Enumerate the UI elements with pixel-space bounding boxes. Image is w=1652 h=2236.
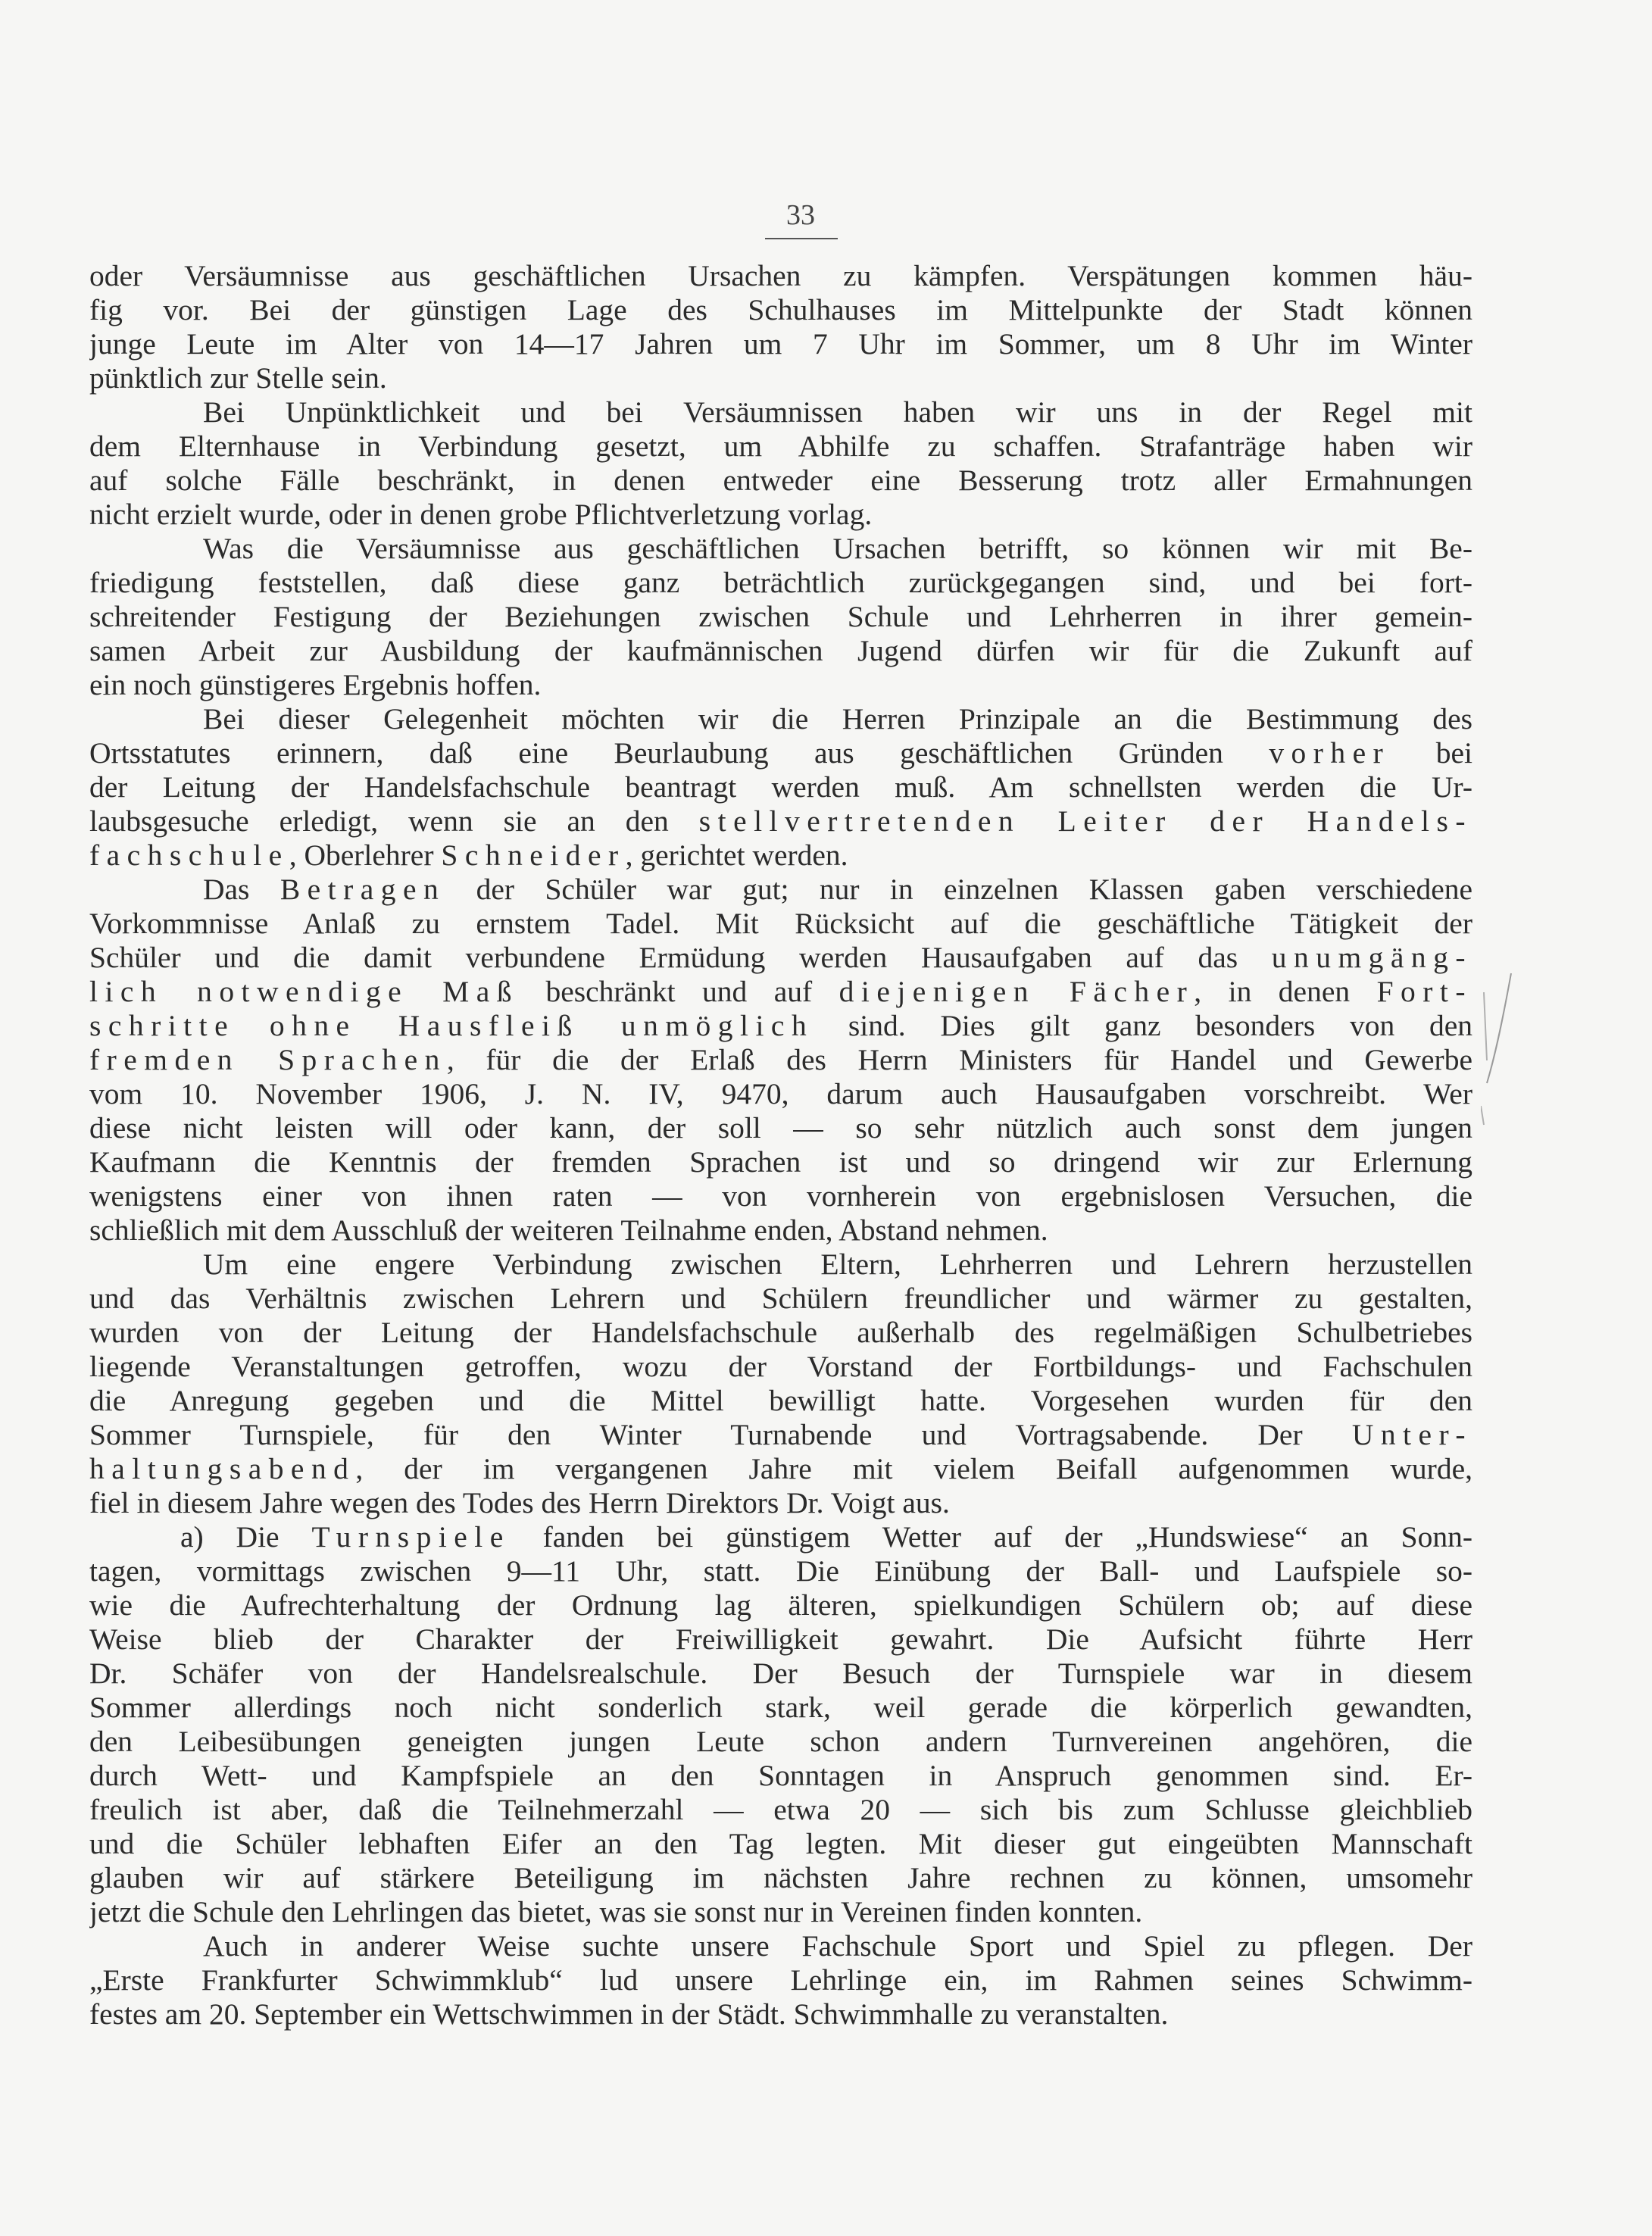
text-line: fig vor. Bei der günstigen Lage des Schulhauses im Mittelpunkte der Stadt können bbox=[89, 293, 1472, 326]
text-line: Um eine engere Verbindung zwischen Eltern, Lehrherren und Lehrern herzustellen bbox=[203, 1248, 1472, 1281]
text-segment: a) Die bbox=[180, 1520, 279, 1554]
paragraph-5 bbox=[89, 873, 1472, 1248]
text-line: diese nicht leisten will oder kann, der soll — so sehr nützlich auch sonst dem jungen bbox=[89, 1111, 1472, 1145]
text-line: freulich ist aber, daß die Teilnehmerzahl — etwa 20 — sich bis zum Schlusse gleichblieb bbox=[89, 1793, 1472, 1826]
paragraph-1 bbox=[89, 259, 1472, 395]
spaced-emphasis: diejenigen Fächer bbox=[838, 975, 1194, 1008]
text-segment: gerichtet werden. bbox=[640, 838, 848, 872]
text-line: wie die Aufrechterhaltung der Ordnung lag älteren, spielkundigen Schülern ob; auf diese bbox=[89, 1588, 1472, 1622]
spaced-emphasis: Schneider bbox=[441, 838, 626, 872]
spaced-emphasis: lich notwendige Maß bbox=[89, 975, 519, 1008]
spaced-emphasis: Unter- bbox=[1351, 1418, 1472, 1451]
text-line bbox=[89, 1043, 1472, 1077]
paragraph-8 bbox=[89, 1929, 1472, 2031]
paragraph-4 bbox=[89, 702, 1472, 873]
spaced-emphasis: schritte bbox=[89, 1009, 236, 1042]
spaced-emphasis: Turnspiele bbox=[311, 1520, 511, 1554]
text-line: fiel in diesem Jahre wegen des Todes des Herrn Direktors Dr. Voigt aus. bbox=[89, 1486, 950, 1519]
text-line bbox=[89, 975, 1472, 1009]
body-text bbox=[89, 259, 1472, 2031]
spaced-emphasis: vorher bbox=[1269, 736, 1391, 770]
text-line bbox=[89, 941, 1472, 975]
text-segment: bei bbox=[1435, 736, 1472, 770]
text-line: schließlich mit dem Ausschluß der weiteren Teilnahme enden, Abstand nehmen. bbox=[89, 1213, 1048, 1247]
text-segment: Schüler und die damit verbundene Ermüdung werden Hausaufgaben auf das bbox=[89, 941, 1238, 974]
spaced-emphasis: stellvertretenden Leiter der Handels- bbox=[698, 804, 1472, 838]
text-line bbox=[89, 1418, 1472, 1452]
text-line bbox=[89, 1452, 1472, 1486]
text-line bbox=[89, 1520, 1472, 1554]
text-line: schreitender Festigung der Beziehungen zwischen Schule und Lehrherren in ihrer gemein- bbox=[89, 600, 1472, 633]
text-line: nicht erzielt wurde, oder in denen grobe Pflichtverletzung vorlag. bbox=[89, 498, 873, 531]
text-line: Bei Unpünktlichkeit und bei Versäumnissen haben wir uns in der Regel mit bbox=[203, 395, 1472, 429]
spaced-emphasis: Fort- bbox=[1376, 975, 1472, 1008]
text-line: Vorkommnisse Anlaß zu ernstem Tadel. Mit Rücksicht auf die geschäftliche Tätigkeit der bbox=[89, 907, 1472, 940]
spaced-emphasis: unumgäng- bbox=[1271, 941, 1472, 974]
text-segment: Das bbox=[203, 873, 250, 906]
text-line: glauben wir auf stärkere Beteiligung im nächsten Jahre rechnen zu können, umsomehr bbox=[89, 1861, 1472, 1894]
page-number-rule bbox=[765, 238, 838, 239]
text-line: Auch in anderer Weise suchte unsere Fachschule Sport und Spiel zu pflegen. Der bbox=[203, 1929, 1472, 1963]
text-line: den Leibesübungen geneigten jungen Leute schon andern Turnvereinen angehören, die bbox=[89, 1725, 1472, 1758]
text-line bbox=[89, 804, 1472, 838]
text-line: Bei dieser Gelegenheit möchten wir die Herren Prinzipale an die Bestimmung des bbox=[203, 702, 1472, 735]
text-line: friedigung feststellen, daß diese ganz beträchtlich zurückgegangen sind, und bei fort- bbox=[89, 566, 1472, 599]
text-segment: , in denen bbox=[1194, 975, 1351, 1008]
text-line: und das Verhältnis zwischen Lehrern und Schülern freundlicher und wärmer zu gestalten, bbox=[89, 1282, 1472, 1315]
text-line: und die Schüler lebhaften Eifer an den Tag legten. Mit dieser gut eingeübten Mannschaft bbox=[89, 1827, 1472, 1860]
text-segment: fanden bei günstigem Wetter auf der „Hundswiese“ an Sonn- bbox=[542, 1520, 1472, 1554]
text-line: liegende Veranstaltungen getroffen, wozu der Vorstand der Fortbildungs- und Fachschulen bbox=[89, 1350, 1472, 1383]
spaced-emphasis: fremden Sprachen bbox=[89, 1043, 447, 1076]
text-line: Kaufmann die Kenntnis der fremden Sprachen ist und so dringend wir zur Erlernung bbox=[89, 1145, 1472, 1179]
text-line: durch Wett- und Kampfspiele an den Sonntagen in Anspruch genommen sind. Er- bbox=[89, 1759, 1472, 1792]
text-segment: beschränkt und auf bbox=[545, 975, 813, 1008]
text-line bbox=[89, 1009, 1472, 1043]
paragraph-6 bbox=[89, 1248, 1472, 1520]
paragraph-3 bbox=[89, 532, 1472, 702]
text-line: tagen, vormittags zwischen 9—11 Uhr, statt. Die Einübung der Ball- und Laufspiele so- bbox=[89, 1554, 1472, 1588]
text-segment: , für die der Erlaß des Herrn Ministers für Handel und Gewerbe bbox=[446, 1043, 1472, 1076]
text-line: „Erste Frankfurter Schwimmklub“ lud unsere Lehrlinge ein, im Rahmen seines Schwimm- bbox=[89, 1963, 1472, 1997]
paragraph-2 bbox=[89, 395, 1472, 532]
spaced-emphasis: haltungsabend bbox=[89, 1452, 356, 1485]
text-segment: der Schüler war gut; nur in einzelnen Klassen gaben verschiedene bbox=[476, 873, 1472, 906]
text-line: wurden von der Leitung der Handelsfachschule außerhalb des regelmäßigen Schulbetriebes bbox=[89, 1316, 1472, 1349]
page-number: 33 bbox=[786, 199, 815, 231]
text-line: wenigstens einer von ihnen raten — von vornherein von ergebnislosen Versuchen, die bbox=[89, 1179, 1472, 1213]
text-segment: sind. Dies gilt ganz besonders von den bbox=[848, 1009, 1472, 1042]
text-line: jetzt die Schule den Lehrlingen das bietet, was sie sonst nur in Vereinen finden konnten. bbox=[89, 1895, 1143, 1928]
text-line: Sommer allerdings noch nicht sonderlich stark, weil gerade die körperlich gewandten, bbox=[89, 1691, 1472, 1724]
spaced-emphasis: Betragen bbox=[279, 873, 446, 906]
text-line: die Anregung gegeben und die Mittel bewilligt hatte. Vorgesehen wurden für den bbox=[89, 1384, 1472, 1417]
text-line: vom 10. November 1906, J. N. IV, 9470, darum auch Hausaufgaben vorschreibt. Wer bbox=[89, 1077, 1472, 1110]
text-line: festes am 20. September ein Wettschwimmen in der Städt. Schwimmhalle zu veranstalten. bbox=[89, 1997, 1169, 2031]
text-line: dem Elternhause in Verbindung gesetzt, um Abhilfe zu schaffen. Strafanträge haben wir bbox=[89, 429, 1472, 463]
text-segment: Oberlehrer bbox=[304, 838, 434, 872]
spaced-emphasis: ohne Hausfleiß unmöglich bbox=[269, 1009, 814, 1042]
text-line: auf solche Fälle beschränkt, in denen entweder eine Besserung trotz aller Ermahnungen bbox=[89, 464, 1472, 497]
spaced-emphasis: fachschule bbox=[89, 838, 289, 872]
margin-pencil-mark bbox=[1481, 970, 1526, 1129]
text-line bbox=[89, 873, 1472, 907]
text-line: oder Versäumnisse aus geschäftlichen Ursachen zu kämpfen. Verspätungen kommen häu- bbox=[89, 259, 1472, 292]
text-segment: Ortsstatutes erinnern, daß eine Beurlaubung aus geschäftlichen Gründen bbox=[89, 736, 1223, 770]
text-line: Dr. Schäfer von der Handelsrealschule. Der Besuch der Turnspiele war in diesem bbox=[89, 1657, 1472, 1690]
text-line: junge Leute im Alter von 14—17 Jahren um 7 Uhr im Sommer, um 8 Uhr im Winter bbox=[89, 327, 1472, 361]
text-line: Was die Versäumnisse aus geschäftlichen Ursachen betrifft, so können wir mit Be- bbox=[203, 532, 1472, 565]
text-segment: laubsgesuche erledigt, wenn sie an den bbox=[89, 804, 669, 838]
paragraph-7 bbox=[89, 1520, 1472, 1929]
text-line: pünktlich zur Stelle sein. bbox=[89, 361, 387, 395]
text-line: der Leitung der Handelsfachschule beantragt werden muß. Am schnellsten werden die Ur- bbox=[89, 770, 1472, 804]
text-line: fachschule, Oberlehrer Schneider, gerichtet werden. bbox=[89, 838, 848, 872]
text-segment: Sommer Turnspiele, für den Winter Turnabende und Vortragsabende. Der bbox=[89, 1418, 1303, 1451]
text-line: samen Arbeit zur Ausbildung der kaufmännischen Jugend dürfen wir für die Zukunft auf bbox=[89, 634, 1472, 667]
text-line bbox=[89, 736, 1472, 770]
text-line: ein noch günstigeres Ergebnis hoffen. bbox=[89, 668, 542, 701]
text-line: Weise blieb der Charakter der Freiwilligkeit gewahrt. Die Aufsicht führte Herr bbox=[89, 1622, 1472, 1656]
text-segment: , der im vergangenen Jahre mit vielem Beifall aufgenommen wurde, bbox=[355, 1452, 1472, 1485]
